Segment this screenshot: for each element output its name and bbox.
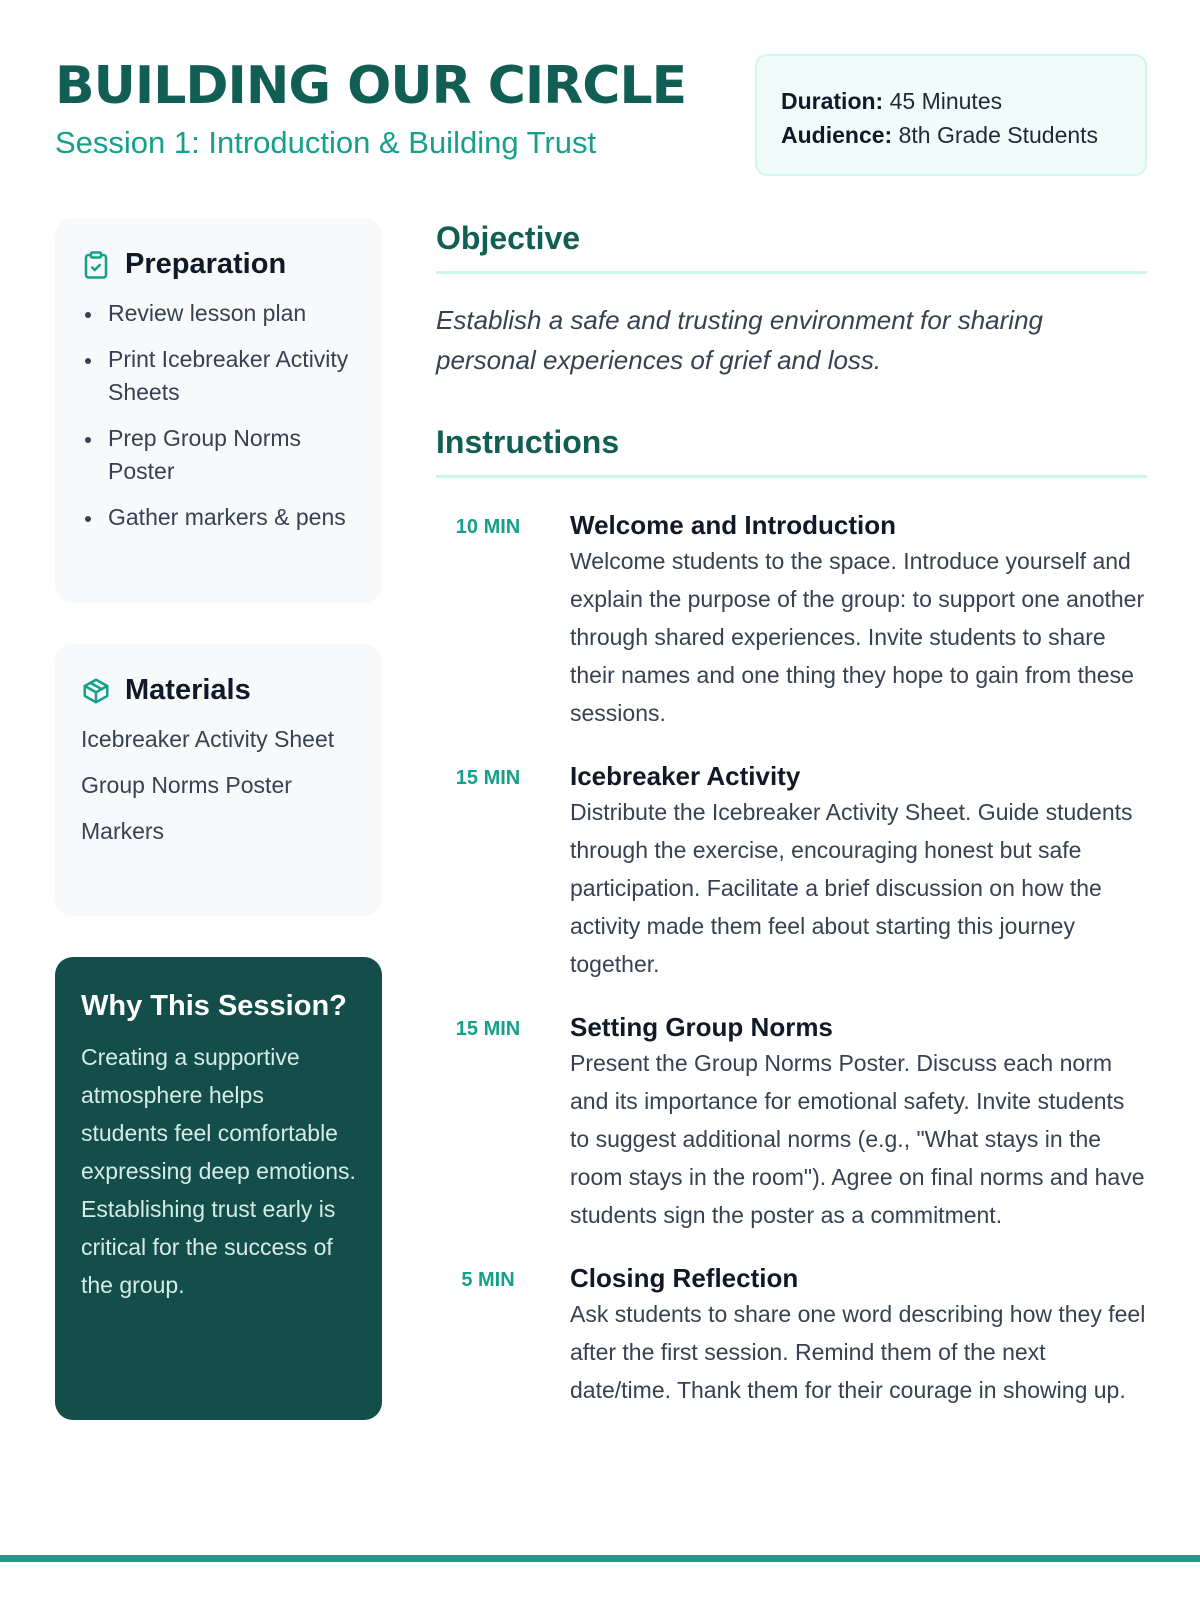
objective-heading: Objective — [436, 220, 1147, 274]
session-meta-box — [755, 54, 1147, 176]
preparation-list — [81, 297, 356, 534]
instruction-steps — [436, 508, 1147, 1436]
audience-label: Audience: — [781, 122, 893, 148]
step-text: Welcome students to the space. Introduce yourself and explain the purpose of the group: to support one another through shared experiences. Invite students to share their names and one thing they hope to gain from these sessions. — [570, 548, 1145, 726]
instruction-step — [436, 1010, 1147, 1234]
duration-row — [781, 84, 1121, 118]
why-this-session-card — [55, 957, 382, 1420]
duration-value: 45 Minutes — [889, 88, 1003, 114]
materials-title: Materials — [125, 674, 251, 706]
step-title: Welcome and Introduction — [570, 510, 896, 540]
instruction-step — [436, 1261, 1147, 1409]
list-item: Print Icebreaker Activity Sheets — [81, 343, 356, 409]
list-item: Review lesson plan — [81, 297, 356, 330]
step-duration: 10 MIN — [455, 516, 521, 538]
page-title: BUILDING OUR CIRCLE — [55, 56, 687, 116]
step-duration: 5 MIN — [461, 1269, 515, 1291]
audience-value: 8th Grade Students — [898, 122, 1099, 148]
preparation-card — [55, 218, 382, 603]
audience-row — [781, 118, 1121, 152]
list-item: Group Norms Poster — [81, 772, 292, 798]
instructions-heading: Instructions — [436, 424, 1147, 478]
preparation-title: Preparation — [125, 248, 287, 280]
why-text: Creating a supportive atmosphere helps students feel comfortable expressing deep emotions. Establishing trust early is critical for the success of the group. — [81, 1044, 356, 1298]
list-item: Icebreaker Activity Sheet — [81, 726, 335, 752]
materials-heading — [81, 674, 356, 707]
instruction-step — [436, 508, 1147, 732]
list-item: Prep Group Norms Poster — [81, 422, 356, 488]
materials-card — [55, 644, 382, 916]
step-duration: 15 MIN — [455, 767, 521, 789]
step-title: Icebreaker Activity — [570, 761, 801, 791]
package-icon — [81, 676, 111, 706]
objective-text: Establish a safe and trusting environment for sharing personal experiences of grief and loss. — [436, 305, 1044, 375]
step-title: Setting Group Norms — [570, 1012, 833, 1042]
clipboard-check-icon — [81, 250, 111, 280]
why-title: Why This Session? — [81, 990, 347, 1022]
list-item: Gather markers & pens — [81, 501, 356, 534]
step-text: Present the Group Norms Poster. Discuss each norm and its importance for emotional safety. Invite students to suggest additional norms (e.g., "What stays in the room stays in the room"). Agree on final norms and have students sign the poster as a commitment. — [570, 1050, 1145, 1228]
step-duration: 15 MIN — [455, 1018, 521, 1040]
step-text: Distribute the Icebreaker Activity Sheet. Guide students through the exercise, encouraging honest but safe participation. Facilitate a brief discussion on how the activity made them feel about starting this journey together. — [570, 799, 1133, 977]
session-subtitle: Session 1: Introduction & Building Trust — [55, 125, 597, 160]
instruction-step — [436, 759, 1147, 983]
bottom-accent-bar — [0, 1555, 1200, 1562]
duration-label: Duration: — [781, 88, 884, 114]
list-item: Markers — [81, 818, 165, 844]
step-text: Ask students to share one word describing how they feel after the first session. Remind them of the next date/time. Thank them for their courage in showing up. — [570, 1301, 1146, 1403]
preparation-heading — [81, 248, 356, 281]
step-title: Closing Reflection — [570, 1263, 799, 1293]
